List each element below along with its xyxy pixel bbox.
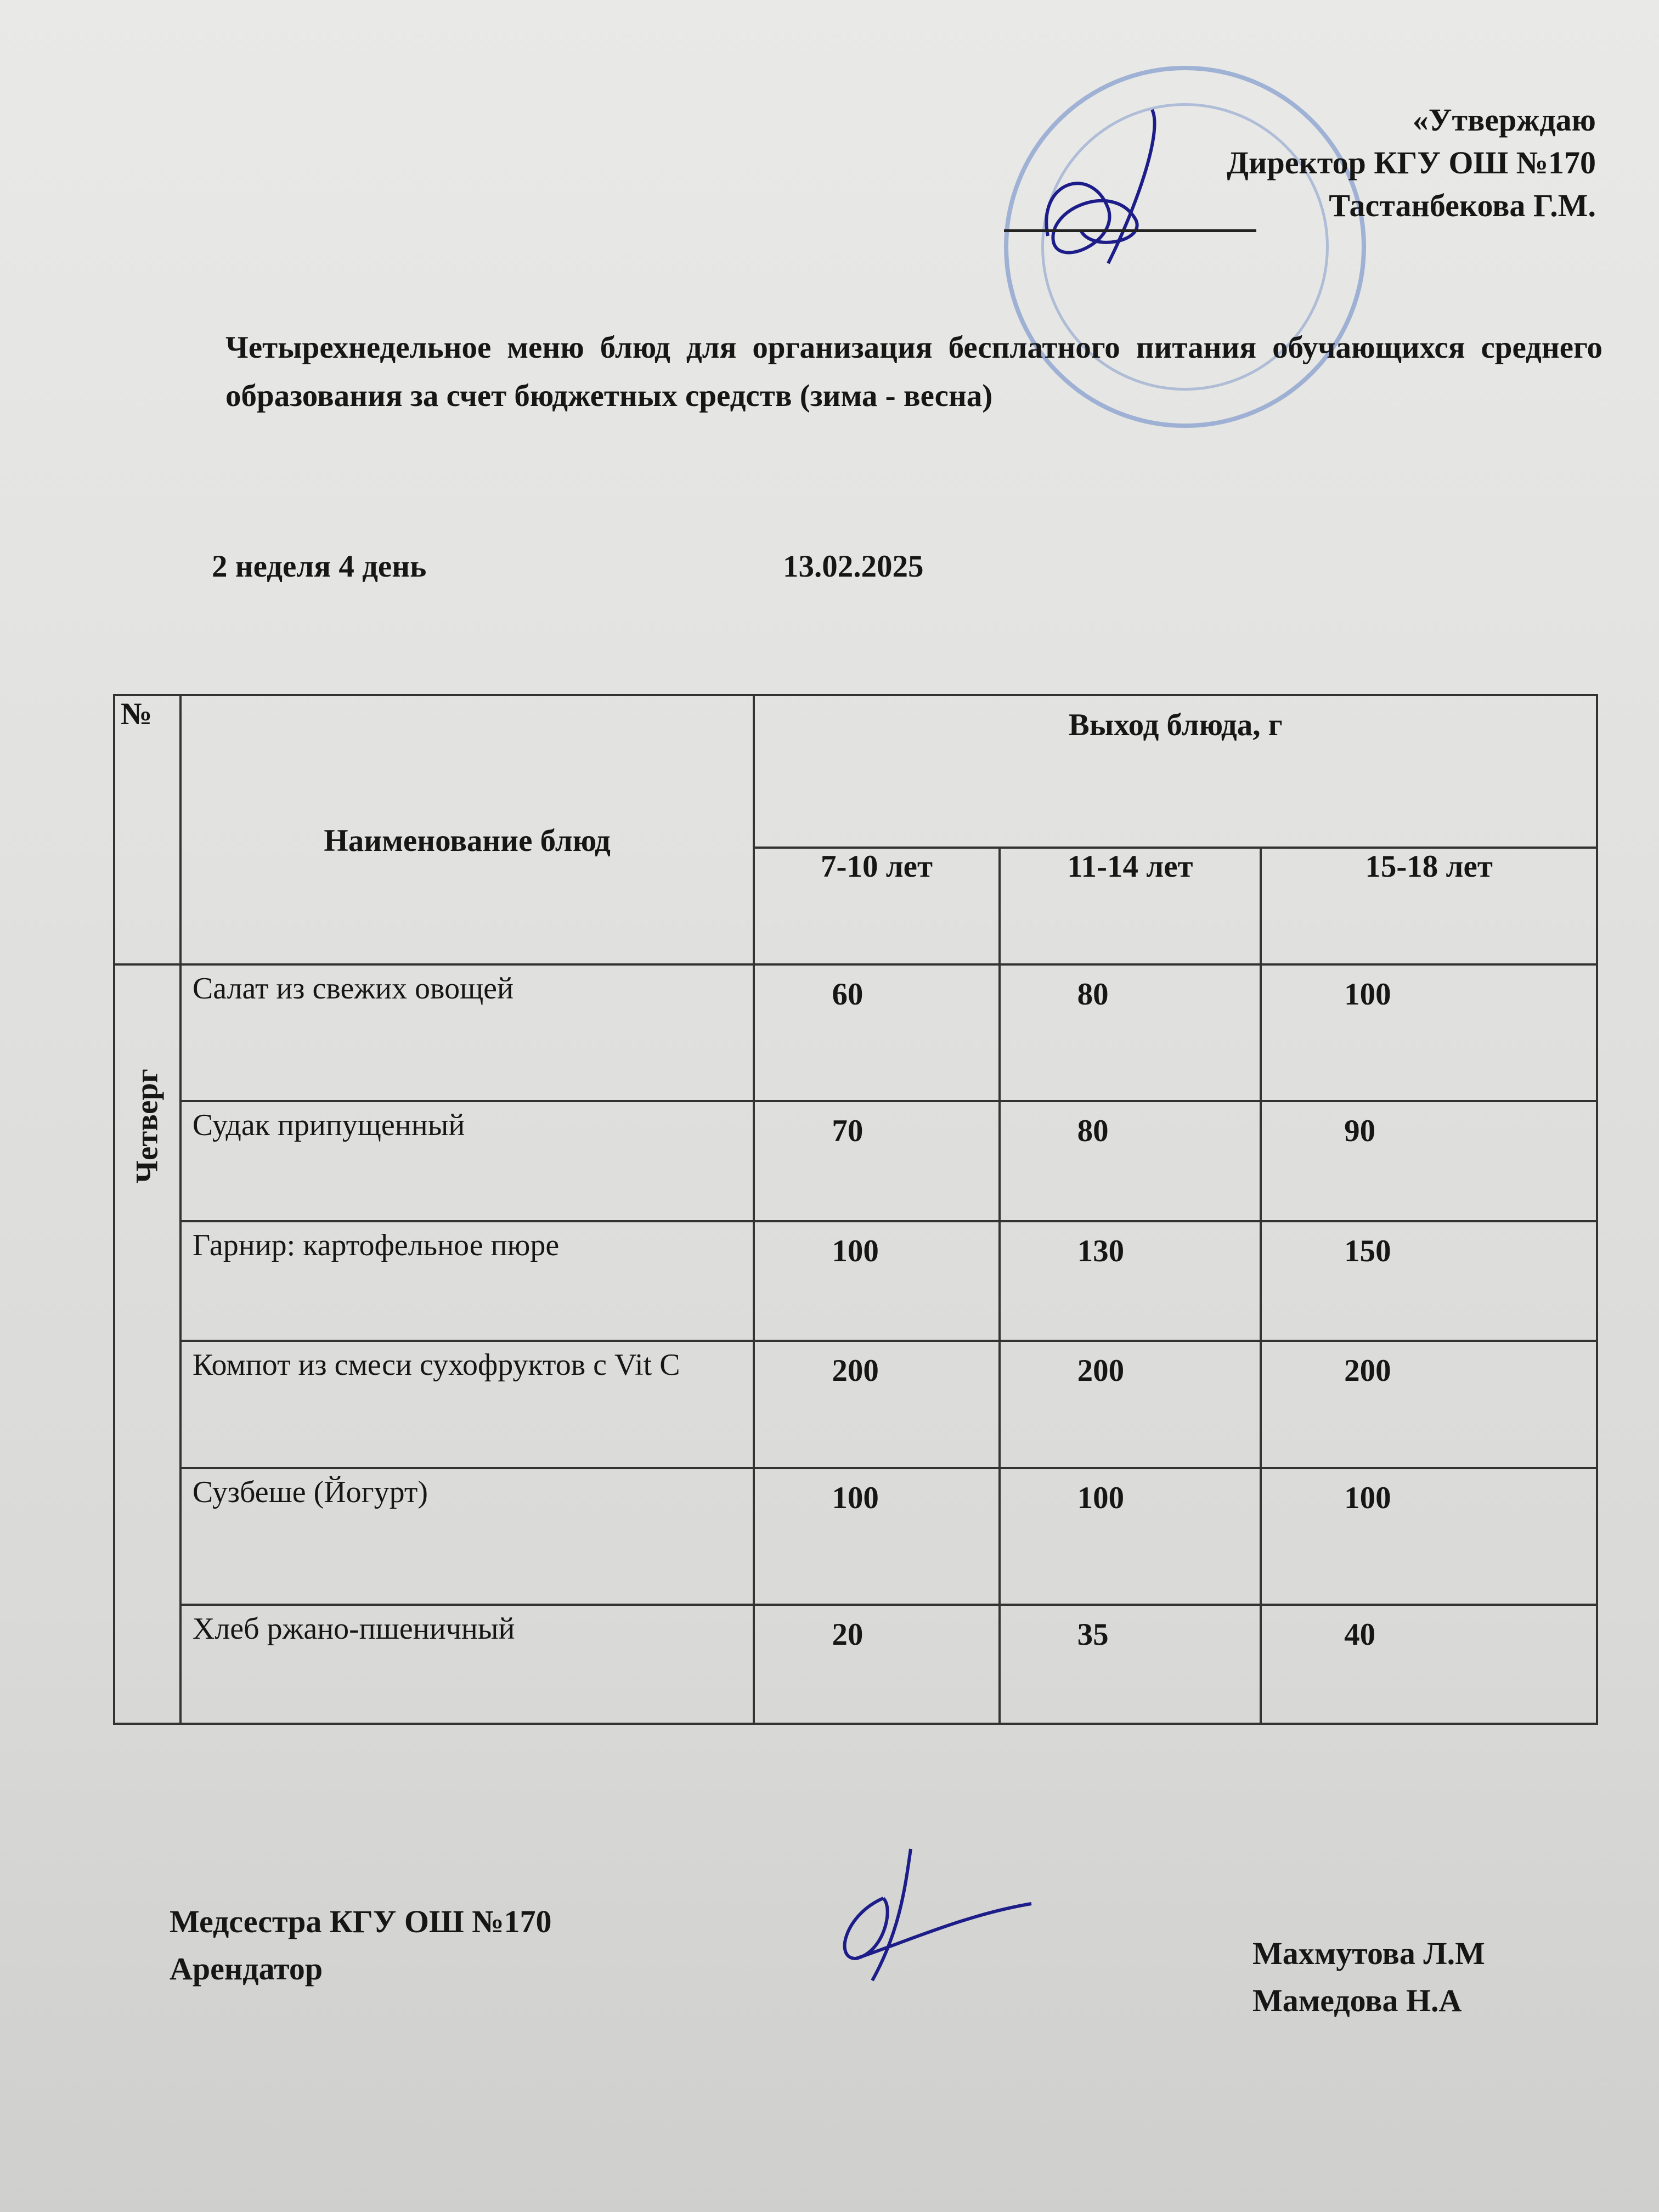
nurse-title: Медсестра КГУ ОШ №170 xyxy=(170,1904,552,1939)
table-row xyxy=(114,1605,1597,1724)
director-signature xyxy=(1026,99,1207,296)
value-7-10: 100 xyxy=(754,1468,999,1605)
day-cell xyxy=(114,964,180,1724)
dish-name: Салат из свежих овощей xyxy=(180,964,754,1101)
table-row xyxy=(114,1468,1597,1605)
document-title: Четырехнедельное меню блюд для организация бесплатного питания обучающихся среднего образования за счет бюджетных средств (зима - весна) xyxy=(225,330,1602,413)
dish-name: Хлеб ржано-пшеничный xyxy=(180,1605,754,1724)
value-7-10: 200 xyxy=(754,1341,999,1468)
tenant-name: Мамедова Н.А xyxy=(1252,1983,1462,2018)
value-15-18: 40 xyxy=(1261,1605,1597,1724)
value-11-14: 80 xyxy=(1000,1101,1261,1221)
nurse-name: Махмутова Л.М xyxy=(1252,1936,1485,1971)
header-age-11-14: 11-14 лет xyxy=(1000,848,1261,964)
value-11-14: 100 xyxy=(1000,1468,1261,1605)
day-label: Четверг xyxy=(129,1069,165,1183)
value-11-14: 200 xyxy=(1000,1341,1261,1468)
value-15-18: 150 xyxy=(1261,1221,1597,1341)
table-row xyxy=(114,1221,1597,1341)
value-7-10: 70 xyxy=(754,1101,999,1221)
signature-line xyxy=(1004,229,1256,232)
table-row xyxy=(114,1341,1597,1468)
dish-name: Сузбеше (Йогурт) xyxy=(180,1468,754,1605)
value-7-10: 20 xyxy=(754,1605,999,1724)
week-day: 2 неделя 4 день xyxy=(212,549,427,584)
value-15-18: 100 xyxy=(1261,1468,1597,1605)
approval-line-3: Тастанбекова Г.М. xyxy=(1329,188,1596,223)
table-header-row xyxy=(114,695,1597,848)
header-output: Выход блюда, г xyxy=(754,695,1597,848)
header-dish-name: Наименование блюд xyxy=(180,695,754,964)
approval-line-1: «Утверждаю xyxy=(1412,102,1596,138)
footer-right xyxy=(1252,1930,1485,2024)
footer-left xyxy=(170,1898,552,1993)
dish-name: Судак припущенный xyxy=(180,1101,754,1221)
value-11-14: 130 xyxy=(1000,1221,1261,1341)
nurse-signature xyxy=(823,1843,1042,1986)
dish-name: Гарнир: картофельное пюре xyxy=(180,1221,754,1341)
value-7-10: 60 xyxy=(754,964,999,1101)
header-age-7-10: 7-10 лет xyxy=(754,848,999,964)
value-15-18: 90 xyxy=(1261,1101,1597,1221)
tenant-title: Арендатор xyxy=(170,1951,323,1987)
value-15-18: 200 xyxy=(1261,1341,1597,1468)
header-number: № xyxy=(114,695,180,964)
table-row xyxy=(114,964,1597,1101)
value-11-14: 35 xyxy=(1000,1605,1261,1724)
menu-date: 13.02.2025 xyxy=(783,549,924,584)
dish-name: Компот из смеси сухофруктов с Vit C xyxy=(180,1341,754,1468)
menu-table xyxy=(113,694,1598,1725)
value-15-18: 100 xyxy=(1261,964,1597,1101)
value-7-10: 100 xyxy=(754,1221,999,1341)
table-row xyxy=(114,1101,1597,1221)
value-11-14: 80 xyxy=(1000,964,1261,1101)
header-age-15-18: 15-18 лет xyxy=(1261,848,1597,964)
approval-line-2: Директор КГУ ОШ №170 xyxy=(1227,145,1596,180)
approval-block xyxy=(1227,99,1596,227)
